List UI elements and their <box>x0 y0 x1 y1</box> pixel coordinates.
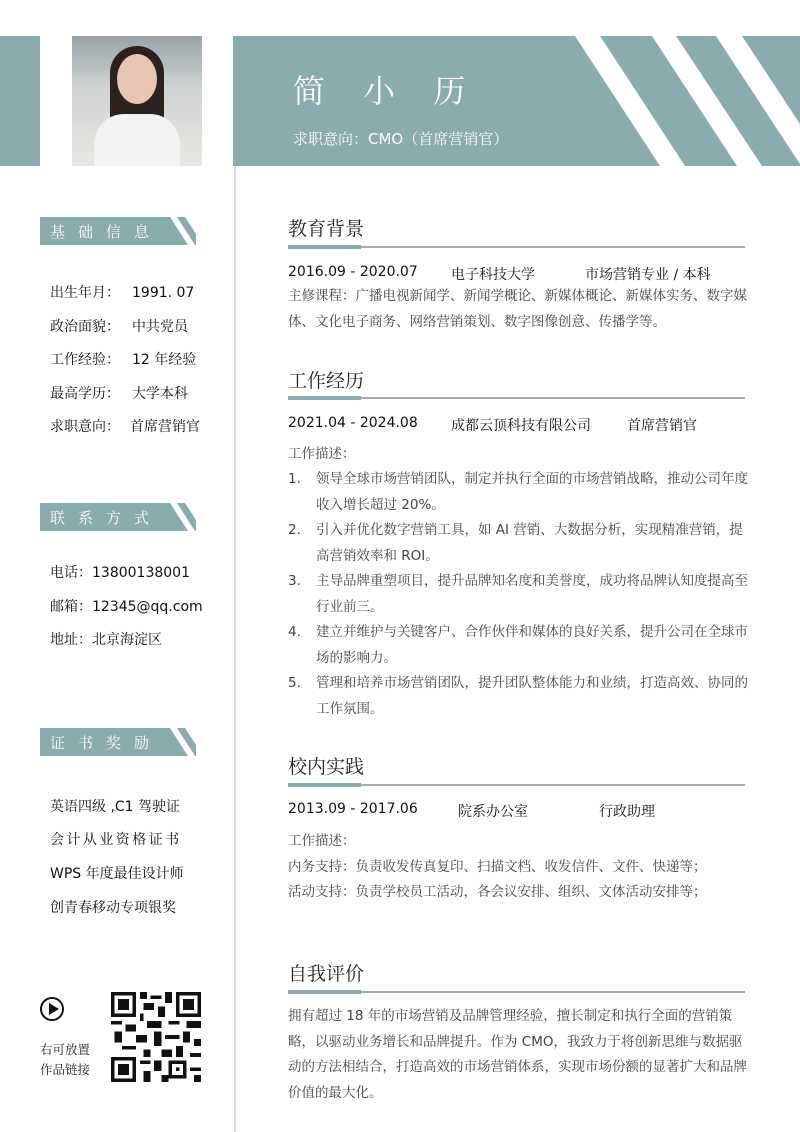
play-icon <box>40 997 64 1021</box>
work-desc-label: 工作描述： <box>288 446 356 462</box>
award-item: WPS 年度最佳设计师 <box>50 866 184 882</box>
contact-email: 邮箱：12345@qq.com <box>50 599 203 615</box>
section-title-text: 联系方式 <box>50 509 163 527</box>
campus-role: 行政助理 <box>599 804 655 820</box>
contact-phone: 电话：13800138001 <box>50 565 190 581</box>
education-school: 电子科技大学 <box>451 267 535 283</box>
section-rule <box>288 784 745 786</box>
section-title-awards <box>40 728 196 756</box>
award-item: 会 计 从 业 资 格 证 书 <box>50 832 179 848</box>
self-evaluation: 拥有超过 18 年的市场营销及品牌管理经验，擅长制定和执行全面的营销策略，以驱动业务增长和品牌提升。作为 CMO，我致力于将创新思维与数据驱动的方法相结合，打造高效的市场营销体系，实现市场份额的显著扩大和品牌价值的最大化。 <box>288 1008 747 1101</box>
work-period: 2021.04 - 2024.08 <box>288 415 418 431</box>
divider-line <box>234 166 236 1132</box>
campus-period: 2013.09 - 2017.06 <box>288 801 418 817</box>
work-duties-list <box>288 467 750 722</box>
contact-address: 地址：北京海淀区 <box>50 632 162 648</box>
list-item: 2. 引入并优化数字营销工具，如 AI 营销、大数据分析，实现精准营销，提高营销效率和 ROI。 <box>288 522 743 564</box>
list-item: 4. 建立并维护与关键客户、合作伙伴和媒体的良好关系，提升公司在全球市场的影响力。 <box>288 624 748 666</box>
education-courses: 主修课程：广播电视新闻学、新闻学概论、新媒体概论、新媒体实务、数字媒体、文化电子商务、网络营销策划、数字图像创意、传播学等。 <box>288 288 747 330</box>
section-title-work: 工作经历 <box>288 370 365 392</box>
award-item: 英语四级 ,C1 驾驶证 <box>50 799 181 815</box>
info-political: 政治面貌： 中共党员 <box>50 319 188 335</box>
list-item: 3. 主导品牌重塑项目，提升品牌知名度和美誉度，成功将品牌认知度提高至行业前三。 <box>288 573 748 615</box>
section-title-contact <box>40 503 196 531</box>
section-title-self: 自我评价 <box>288 963 365 985</box>
education-period: 2016.09 - 2020.07 <box>288 264 418 280</box>
section-rule <box>288 991 745 993</box>
section-title-text: 基础信息 <box>50 223 163 241</box>
section-rule <box>288 397 745 399</box>
section-title-campus: 校内实践 <box>288 756 365 778</box>
candidate-name: 简 小 历 <box>293 72 480 110</box>
portfolio-note: 右可放置 作品链接 <box>40 1042 91 1077</box>
qr-code[interactable] <box>110 992 202 1082</box>
info-intent: 求职意向： 首席营销官 <box>50 419 200 435</box>
education-major: 市场营销专业 / 本科 <box>585 267 711 283</box>
work-company: 成都云顶科技有限公司 <box>451 418 591 434</box>
section-title-education: 教育背景 <box>288 218 365 240</box>
work-role: 首席营销官 <box>627 418 697 434</box>
award-item: 创青春移动专项银奖 <box>50 900 176 916</box>
list-item: 5. 管理和培养市场营销团队，提升团队整体能力和业绩，打造高效、协同的工作氛围。 <box>288 675 748 717</box>
section-rule <box>288 246 745 248</box>
info-birth: 出生年月： 1991. 07 <box>50 285 195 301</box>
profile-photo <box>72 36 202 166</box>
job-intent: 求职意向：CMO（首席营销官） <box>293 130 509 148</box>
info-education: 最高学历： 大学本科 <box>50 386 188 402</box>
info-experience: 工作经验： 12 年经验 <box>50 352 197 368</box>
campus-desc: 工作描述： 内务支持：负责收发传真复印、扫描文档、收发信件、文件、快递等； 活动支持：负责学校员工活动，各会议安排、组织、文体活动安排等； <box>288 833 707 900</box>
section-title-text: 证书奖励 <box>50 734 163 752</box>
section-title-basic <box>40 217 196 245</box>
campus-org: 院系办公室 <box>458 804 528 820</box>
list-item: 1. 领导全球市场营销团队，制定并执行全面的市场营销战略，推动公司年度收入增长超过 20%。 <box>288 471 748 513</box>
